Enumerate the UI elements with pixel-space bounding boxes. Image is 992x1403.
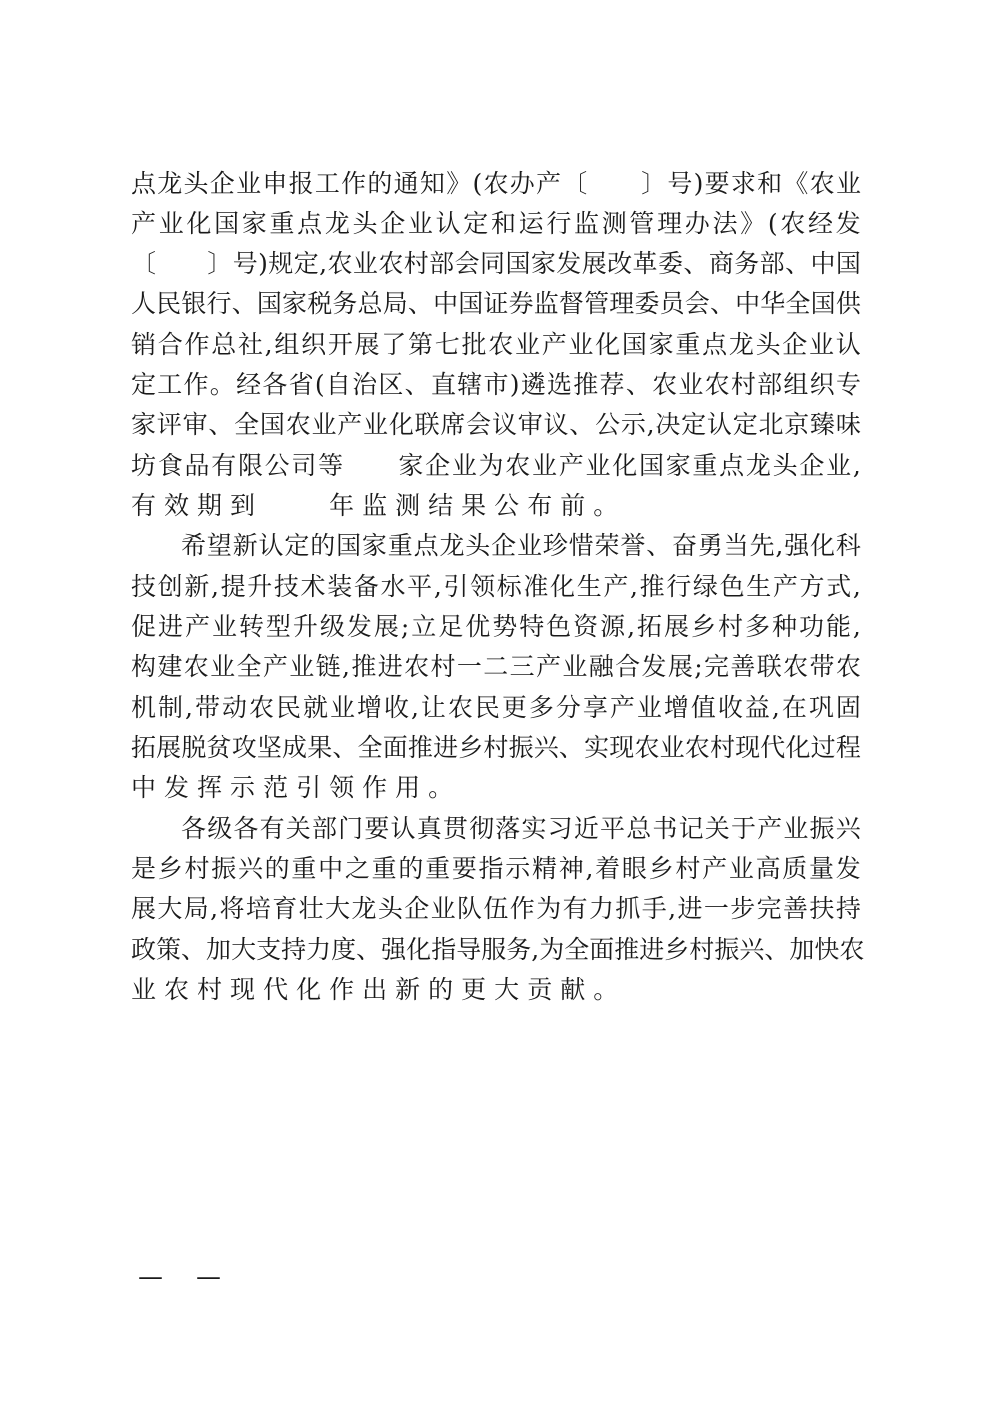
text-line: 展 大 局 , 将 培 育 壮 大 龙 头 企 业 队 伍 作 为 有 力 抓 手 , 进 一 步 完 善 扶 持 bbox=[131, 894, 861, 923]
text-line: 希 望 新 认 定 的 国 家 重 点 龙 头 企 业 珍 惜 荣 誉 、 奋 勇 当 先 , 强 化 科 bbox=[181, 531, 861, 560]
text-line: 促 进 产 业 转 型 升 级 发 展 ; 立 足 优 势 特 色 资 源 , 拓 展 乡 村 多 种 功 能 , bbox=[131, 612, 861, 641]
text-line: 点 龙 头 企 业 申 报 工 作 的 通 知 》 ( 农 办 产 〔 〕 号 ) 要 求 和 《 农 业 bbox=[131, 169, 861, 198]
text-line: 拓 展 脱 贫 攻 坚 成 果 、 全 面 推 进 乡 村 振 兴 、 实 现 农 业 农 村 现 代 化 过 程 bbox=[131, 733, 861, 762]
text-line: 技 创 新 , 提 升 技 术 装 备 水 平 , 引 领 标 准 化 生 产 , 推 行 绿 色 生 产 方 式 , bbox=[131, 572, 861, 601]
text-line: 坊 食 品 有 限 公 司 等 家 企 业 为 农 业 产 业 化 国 家 重 点 龙 头 企 业 , bbox=[131, 451, 861, 480]
text-line: 政 策 、 加 大 支 持 力 度 、 强 化 指 导 服 务 , 为 全 面 推 进 乡 村 振 兴 、 加 快 农 bbox=[131, 935, 865, 964]
page-marker-right: — bbox=[196, 1262, 221, 1291]
text-line: 〔 〕 号 ) 规 定 , 农 业 农 村 部 会 同 国 家 发 展 改 革 委 、 商 务 部 、 中 国 bbox=[131, 249, 861, 278]
text-line: 业 农 村 现 代 化 作 出 新 的 更 大 贡 献 。 bbox=[131, 975, 619, 1004]
text-line: 定 工 作 。 经 各 省 ( 自 治 区 、 直 辖 市 ) 遴 选 推 荐 、 农 业 农 村 部 组 织 专 bbox=[131, 370, 861, 399]
page-marker-left: — bbox=[138, 1262, 163, 1291]
text-line: 中 发 挥 示 范 引 领 作 用 。 bbox=[131, 773, 454, 802]
text-line: 各 级 各 有 关 部 门 要 认 真 贯 彻 落 实 习 近 平 总 书 记 关 于 产 业 振 兴 bbox=[181, 814, 861, 843]
text-line: 人 民 银 行 、 国 家 税 务 总 局 、 中 国 证 券 监 督 管 理 委 员 会 、 中 华 全 国 供 bbox=[131, 289, 861, 318]
text-line: 构 建 农 业 全 产 业 链 , 推 进 农 村 一 二 三 产 业 融 合 发 展 ; 完 善 联 农 带 农 bbox=[131, 652, 861, 681]
text-line: 机 制 , 带 动 农 民 就 业 增 收 , 让 农 民 更 多 分 享 产 业 增 值 收 益 , 在 巩 固 bbox=[131, 693, 861, 722]
text-line: 有 效 期 到 年 监 测 结 果 公 布 前 。 bbox=[131, 491, 619, 520]
text-line: 销 合 作 总 社 , 组 织 开 展 了 第 七 批 农 业 产 业 化 国 家 重 点 龙 头 企 业 认 bbox=[131, 330, 861, 359]
text-line: 家 评 审 、 全 国 农 业 产 业 化 联 席 会 议 审 议 、 公 示 , 决 定 认 定 北 京 臻 味 bbox=[131, 410, 861, 439]
text-line: 产 业 化 国 家 重 点 龙 头 企 业 认 定 和 运 行 监 测 管 理 办 法 》 ( 农 经 发 bbox=[131, 209, 861, 238]
text-line: 是 乡 村 振 兴 的 重 中 之 重 的 重 要 指 示 精 神 , 着 眼 乡 村 产 业 高 质 量 发 bbox=[131, 854, 861, 883]
